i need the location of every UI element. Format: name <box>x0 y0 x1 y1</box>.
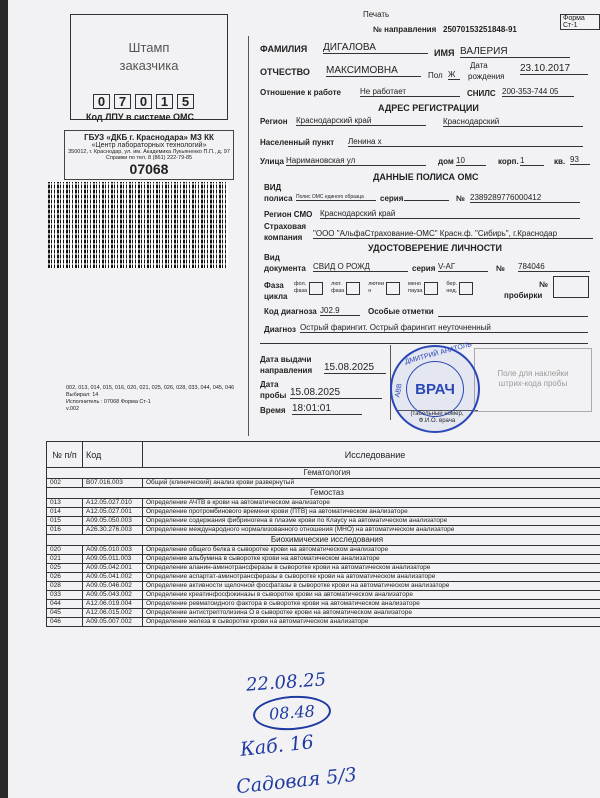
work-label: Отношение к работе <box>260 88 341 97</box>
referral-number: 25070153251848-91 <box>443 25 517 34</box>
row-study: Определение железа в сыворотке крови на автоматическом анализаторе <box>143 618 600 627</box>
row-study: Определение АЧТВ в крови на автоматическом анализаторе <box>143 499 600 508</box>
dob-value: 23.10.2017 <box>520 63 588 75</box>
row-num: 025 <box>47 564 83 573</box>
codes-version: v.002 <box>66 406 80 412</box>
row-code: A12.05.027.001 <box>83 508 143 517</box>
row-code: A26.30.276.003 <box>83 526 143 535</box>
row-code: A09.05.050.003 <box>83 517 143 526</box>
street-label: Улица <box>260 157 284 166</box>
oms-number-value: 2389289776000412 <box>470 193 580 203</box>
table-row <box>47 564 600 573</box>
phase-checkbox[interactable] <box>346 282 360 295</box>
probe-number-box[interactable] <box>553 276 589 298</box>
row-code: A12.05.027.010 <box>83 499 143 508</box>
notes-line <box>438 316 588 317</box>
round-stamp-center: ВРАЧ <box>415 381 455 398</box>
row-study: Определение креатинфосфокиназы в сыворотке крови на автоматическом анализаторе <box>143 591 600 600</box>
row-num: 045 <box>47 609 83 618</box>
study-table <box>46 441 600 627</box>
table-row <box>47 499 600 508</box>
row-code: A09.05.010.003 <box>83 546 143 555</box>
snils-label: СНИЛС <box>467 89 496 98</box>
identity-section: УДОСТОВЕРЕНИЕ ЛИЧНОСТИ <box>368 243 502 253</box>
cycle-phases <box>294 281 473 295</box>
patronymic-label: ОТЧЕСТВО <box>260 67 310 77</box>
cycle-label-2: цикла <box>264 292 288 301</box>
codes-executor: Исполнитель : 07068 Форма Ст-1 <box>66 399 151 405</box>
oms-series-label: серия <box>380 194 404 203</box>
diagnosis-label: Диагноз <box>264 325 296 334</box>
table-row <box>47 508 600 517</box>
table-row <box>47 618 600 627</box>
row-code: A12.06.015.002 <box>83 609 143 618</box>
row-code: A09.05.046.002 <box>83 582 143 591</box>
lpu-digit: 5 <box>177 94 194 109</box>
row-code: A12.06.019.004 <box>83 600 143 609</box>
lab-phone: Справки по тел. 8 (861) 222-79-85 <box>105 155 193 161</box>
sex-label: Пол <box>428 71 443 80</box>
row-code: A09.05.011.003 <box>83 555 143 564</box>
region-value-2: Краснодарский <box>443 117 583 127</box>
cycle-label: Фаза <box>264 281 284 290</box>
codes-issued: Выбирал: 14 <box>66 392 99 398</box>
row-num: 026 <box>47 573 83 582</box>
row-num: 013 <box>47 499 83 508</box>
phase-checkbox[interactable] <box>386 282 400 295</box>
doc-label: Вид <box>264 253 280 262</box>
table-row <box>47 555 600 564</box>
barcode-sticker-area: Поле для наклейки штрих-кода пробы <box>474 348 592 412</box>
round-stamp-side-text: АВВ <box>394 382 404 399</box>
row-code: A09.05.041.002 <box>83 573 143 582</box>
phase-checkbox[interactable] <box>309 282 323 295</box>
section-title: Биохимические исследования <box>47 535 600 546</box>
region-label: Регион <box>260 117 288 126</box>
lpu-caption: Код ЛПУ в системе ОМС <box>86 112 194 122</box>
row-study: Определение ревматоидного фактора в сыворотке крови на автоматическом анализаторе <box>143 600 600 609</box>
name-value: ВАЛЕРИЯ <box>460 46 570 58</box>
lpu-digit: 0 <box>93 94 110 109</box>
table-row <box>47 600 600 609</box>
row-num: 020 <box>47 546 83 555</box>
lab-stamp <box>64 130 234 180</box>
flat-label: кв. <box>554 157 566 166</box>
section-title: Гемостаз <box>47 488 600 499</box>
referral-label: № направления <box>373 25 437 34</box>
signature-caption: (табельный номер, Ф.И.О. врача <box>396 410 478 425</box>
row-study: Определение протромбинового времени крови (ПТВ) на автоматическом анализаторе <box>143 508 600 517</box>
region-value: Краснодарский край <box>296 116 426 126</box>
section-title: Гематология <box>47 468 600 479</box>
probe-number-label-2: пробирки <box>504 291 543 300</box>
diagnosis-line-2 <box>260 343 588 344</box>
row-code: A09.05.043.002 <box>83 591 143 600</box>
cycle-phase: мено пауза <box>408 281 438 295</box>
time-value: 18:01:01 <box>292 403 362 415</box>
probe-date-label-2: пробы <box>260 391 287 400</box>
doc-value: СВИД О РОЖД <box>313 262 408 272</box>
notes-label: Особые отметки <box>368 307 434 316</box>
smo-region-value: Краснодарский край <box>320 209 580 219</box>
row-study: Определение аспартат-аминотрансферазы в сыворотке крови на автоматическом анализаторе <box>143 573 600 582</box>
name-label: ИМЯ <box>434 48 455 58</box>
row-study: Общий (клинический) анализ крови развернутый <box>143 479 600 488</box>
dob-label-2: рождения <box>468 72 505 81</box>
row-num: 002 <box>47 479 83 488</box>
cycle-phase: лют. фаза <box>331 281 360 295</box>
table-section-row <box>47 535 600 546</box>
lab-address: 350012, г. Краснодар, ул. им. Академика Лукьяненко П.П., д. 97 <box>68 149 230 155</box>
col-code-header: Код <box>83 442 143 468</box>
diagnosis-value: Острый фарингит. Острый фарингит неуточненный <box>300 323 588 333</box>
row-study: Определение альбумина в сыворотке крови на автоматическом анализаторе <box>143 555 600 564</box>
row-code: A09.05.042.001 <box>83 564 143 573</box>
row-study: Определение общего белка в сыворотке крови на автоматическом анализаторе <box>143 546 600 555</box>
row-num: 016 <box>47 526 83 535</box>
address-section: АДРЕС РЕГИСТРАЦИИ <box>378 103 479 113</box>
locality-value: Ленина х <box>348 137 583 147</box>
diag-code-label: Код диагноза <box>264 307 317 316</box>
oms-section: ДАННЫЕ ПОЛИСА ОМС <box>373 172 479 182</box>
diag-code-value: J02.9 <box>320 306 360 316</box>
company-label: Страховая <box>264 222 307 231</box>
patronymic-value: МАКСИМОВНА <box>326 65 421 77</box>
barcode <box>48 182 228 268</box>
time-label: Время <box>260 406 286 415</box>
sex-value: Ж <box>448 70 460 80</box>
row-study: Определение международного нормализованного отношения (МНО) на автоматическом анализаторе <box>143 526 600 535</box>
issue-date-label: Дата выдачи <box>260 355 312 364</box>
cycle-phase: лютеи н <box>368 281 400 295</box>
work-value: Не работает <box>360 87 460 97</box>
surname-value: ДИГАЛОВА <box>323 42 428 54</box>
row-num: 014 <box>47 508 83 517</box>
table-section-row <box>47 488 600 499</box>
print-label: Печать <box>363 10 390 19</box>
row-num: 028 <box>47 582 83 591</box>
referral-form <box>8 0 600 798</box>
locality-label: Населенный пункт <box>260 138 335 147</box>
table-row <box>47 591 600 600</box>
phase-checkbox[interactable] <box>424 282 438 295</box>
doc-number-label: № <box>496 264 505 273</box>
form-label: Форма Ст-1 <box>560 14 600 30</box>
snils-value: 200-353-744 05 <box>502 87 574 97</box>
left-codes <box>66 385 246 413</box>
stamp-title: Штамп заказчика <box>119 40 179 73</box>
row-code: В07.016.003 <box>83 479 143 488</box>
table-row <box>47 517 600 526</box>
lab-code: 07068 <box>129 161 169 177</box>
table-row <box>47 546 600 555</box>
house-label: дом <box>438 157 454 166</box>
cycle-phase: фол. фаза <box>294 281 323 295</box>
oms-series-line <box>404 200 449 201</box>
oms-type-label-2: полиса <box>264 194 293 203</box>
issue-date-label-2: направления <box>260 366 313 375</box>
round-stamp-top-text: ДМИТРИЙ АНАТОЛЬ <box>404 341 473 366</box>
handwritten-room: Каб. 16 <box>239 731 315 761</box>
row-num: 044 <box>47 600 83 609</box>
doc-series-value: V-АГ <box>438 262 488 272</box>
house-value: 10 <box>456 156 486 166</box>
table-section-row <box>47 468 600 479</box>
handwritten-address: Садовая 5/3 <box>235 763 358 798</box>
lpu-digit: 7 <box>114 94 131 109</box>
probe-date-label: Дата <box>260 380 279 389</box>
row-study: Определение аланин-аминотрансферазы в сыворотке крови на автоматическом анализаторе <box>143 564 600 573</box>
flat-value: 93 <box>570 155 590 165</box>
lpu-code-boxes <box>93 94 198 109</box>
row-study: Определение активности щелочной фосфатазы в сыворотке крови на автоматическом анализаторе <box>143 582 600 591</box>
building-label: корп. <box>498 157 519 166</box>
oms-type-label: ВИД <box>264 183 282 192</box>
row-num: 033 <box>47 591 83 600</box>
oms-number-label: № <box>456 194 465 203</box>
lpu-digit: 1 <box>156 94 173 109</box>
oms-type-value: Полис ОМС единого образца <box>296 194 376 201</box>
lpu-digit: 0 <box>135 94 152 109</box>
smo-region-label: Регион СМО <box>264 210 313 219</box>
probe-date-value: 15.08.2025 <box>290 387 382 399</box>
building-value: 1 <box>520 156 544 166</box>
doctor-round-stamp <box>390 341 480 433</box>
table-row <box>47 573 600 582</box>
issue-date-value: 15.08.2025 <box>324 362 386 374</box>
handwritten-date: 22.08.25 <box>245 669 327 696</box>
probe-number-label: № <box>539 280 548 289</box>
table-row <box>47 609 600 618</box>
row-num: 046 <box>47 618 83 627</box>
col-num-header: № п/п <box>47 442 83 468</box>
dob-label: Дата <box>470 61 488 70</box>
row-num: 021 <box>47 555 83 564</box>
lab-name: ГБУЗ «ДКБ г. Краснодара» МЗ КК <box>84 133 214 142</box>
row-study: Определение антистрептолизина О в сыворотке крови на автоматическом анализаторе <box>143 609 600 618</box>
company-value: "ООО "АльфаСтрахование-ОМС" Красн.ф. "Сибирь", г.Краснодар <box>313 229 593 239</box>
handwritten-time: 08.48 <box>252 693 332 732</box>
street-value: Наримановская ул <box>286 156 426 166</box>
cycle-phase: бер. нед. <box>446 281 473 295</box>
surname-label: ФАМИЛИЯ <box>260 44 308 54</box>
doc-label-2: документа <box>264 264 306 273</box>
table-row <box>47 526 600 535</box>
phase-checkbox[interactable] <box>459 282 473 295</box>
table-row <box>47 479 600 488</box>
row-code: A09.05.007.002 <box>83 618 143 627</box>
col-study-header: Исследование <box>143 442 600 468</box>
doc-series-label: серия <box>412 264 436 273</box>
company-label-2: компания <box>264 233 303 242</box>
table-row <box>47 582 600 591</box>
row-study: Определение содержания фибриногена в плазме крови по Клаусу на автоматическом анализаторе <box>143 517 600 526</box>
codes-list: 002, 013, 014, 015, 016, 020, 021, 025, 026, 028, 033, 044, 045, 046 <box>66 385 235 391</box>
row-num: 015 <box>47 517 83 526</box>
table-header-row <box>47 442 600 468</box>
doc-number-value: 784046 <box>518 262 590 272</box>
lab-center: «Центр лабораторных технологий» <box>91 142 207 149</box>
